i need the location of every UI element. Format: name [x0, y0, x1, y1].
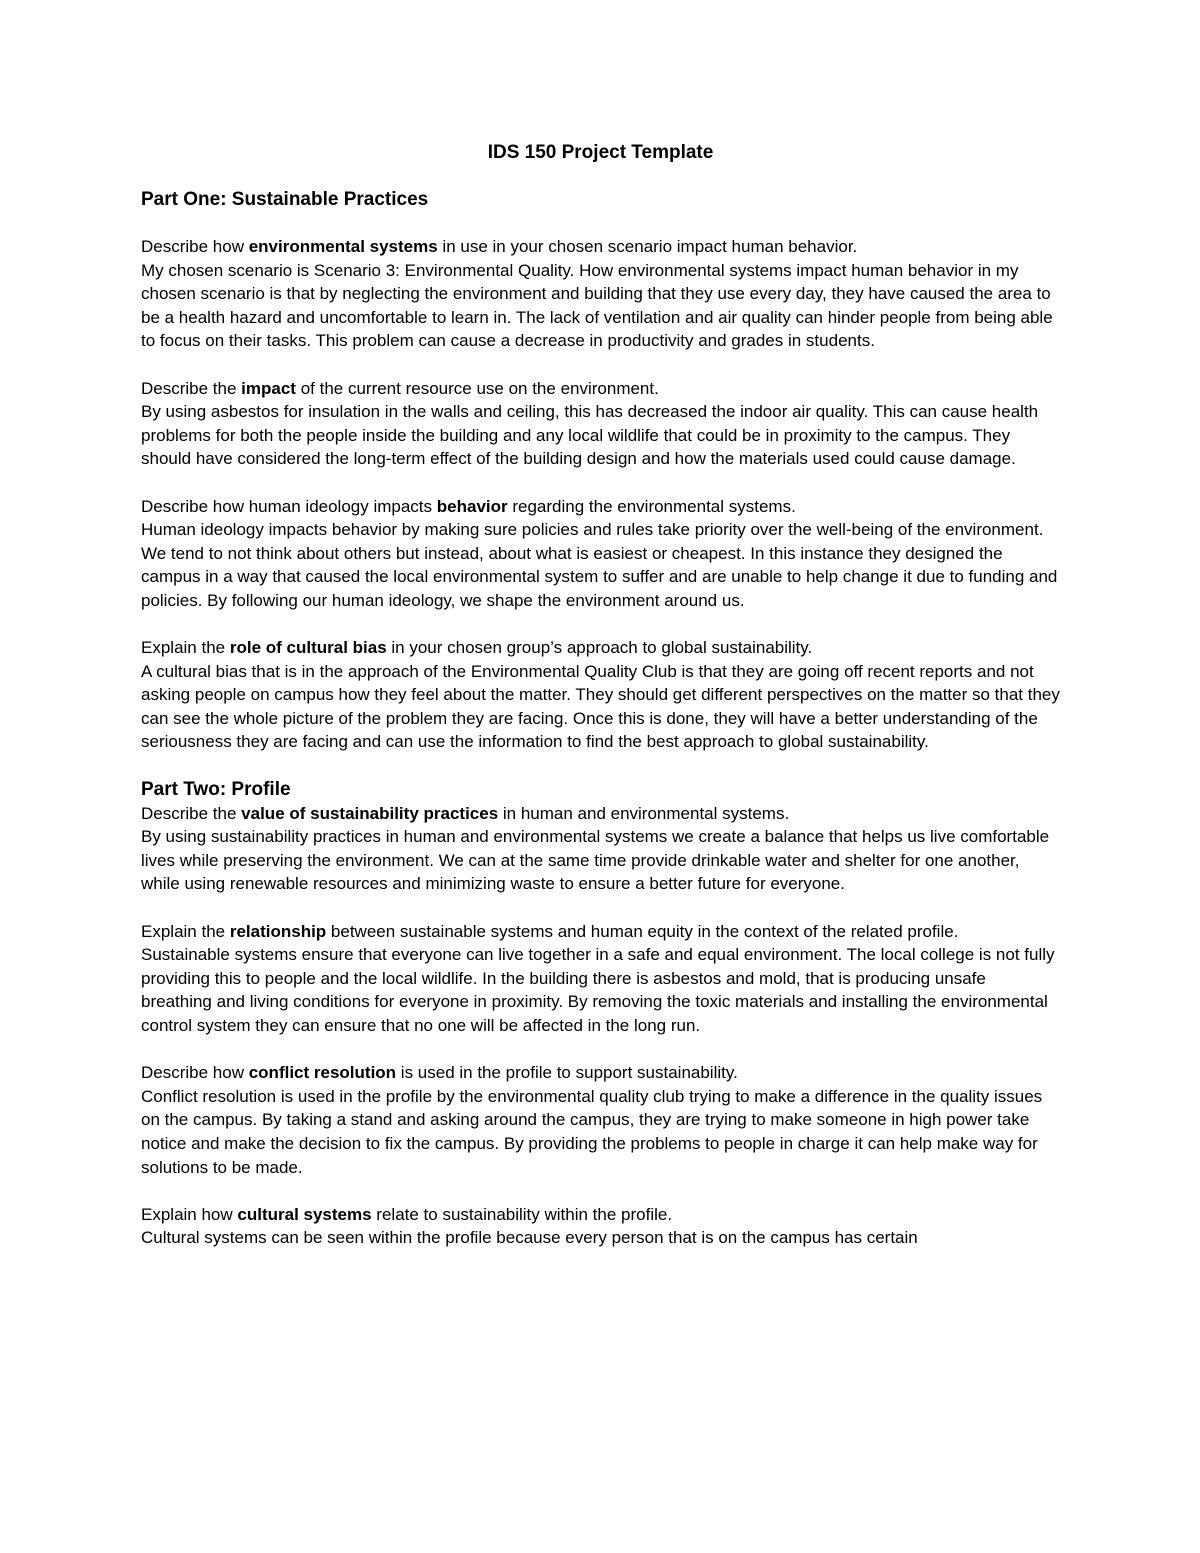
part-one-section-4: [141, 636, 1060, 754]
part-two-section-1: [141, 802, 1060, 896]
answer-text: Sustainable systems ensure that everyone can live together in a safe and equal environment. The local college is not fully providing this to people and the local wildlife. In the building there is asbestos and mold, that is producing unsafe breathing and living conditions for everyone in proximity. By removing the toxic materials and installing the environmental control system they can ensure that no one will be affected in the long run.: [141, 945, 1055, 1035]
question-prompt: Describe how human ideology impacts behavior regarding the environmental systems.: [141, 496, 796, 516]
question-prompt: Explain how cultural systems relate to sustainability within the profile.: [141, 1204, 673, 1224]
question-prompt: Describe the value of sustainability practices in human and environmental systems.: [141, 803, 790, 823]
question-prompt: Describe how environmental systems in use in your chosen scenario impact human behavior.: [141, 237, 858, 256]
answer-text: By using sustainability practices in human and environmental systems we create a balance that helps us live comfortable lives while preserving the environment. We can at the same time provide drinkable water and shelter for one another, while using renewable resources and minimizing waste to ensure a better future for everyone.: [141, 827, 1050, 894]
part-two-heading: Part Two: Profile: [141, 778, 291, 800]
answer-text: Human ideology impacts behavior by making sure policies and rules take priority over the well-being of the environment. We tend to not think about others but instead, about what is easiest or cheapest. In this instance they designed the campus in a way that caused the local environmental system to suffer and are unable to help change it due to funding and policies. By following our human ideology, we shape the environment around us.: [141, 520, 1058, 610]
prompt-keyword: relationship: [229, 921, 327, 941]
prompt-keyword: conflict resolution: [248, 1063, 397, 1083]
prompt-keyword: environmental systems: [248, 237, 438, 256]
question-prompt: Explain the relationship between sustainable systems and human equity in the context of the related profile.: [141, 921, 959, 941]
part-two-section-3: [141, 1061, 1060, 1179]
prompt-keyword: value of sustainability practices: [241, 803, 499, 823]
prompt-keyword: impact: [241, 378, 296, 398]
question-prompt: Explain the role of cultural bias in your chosen group’s approach to global sustainability.: [141, 638, 813, 658]
part-one-section-2: [141, 377, 1060, 471]
answer-text: My chosen scenario is Scenario 3: Environmental Quality. How environmental systems impact human behavior in my chosen scenario is that by neglecting the environment and building that they use every day, they have caused the area to be a health hazard and uncomfortable to learn in. The lack of ventilation and air quality can hinder people from being able to focus on their tasks. This problem can cause a decrease in productivity and grades in students.: [141, 260, 1053, 351]
answer-text: Cultural systems can be seen within the profile because every person that is on the campus has certain: [141, 1228, 918, 1248]
answer-text: By using asbestos for insulation in the walls and ceiling, this has decreased the indoor air quality. This can cause health problems for both the people inside the building and any local wildlife that could be in proximity to the campus. They should have considered the long-term effect of the building design and how the materials used could cause damage.: [141, 402, 1039, 469]
answer-text: A cultural bias that is in the approach of the Environmental Quality Club is that they are going off recent reports and not asking people on campus how they feel about the matter. They should get different perspectives on the matter so that they can see the whole picture of the problem they are facing. Once this is done, they will have a better understanding of the seriousness they are facing and can use the information to find the best approach to global sustainability.: [141, 661, 1060, 752]
question-prompt: Describe the impact of the current resource use on the environment.: [141, 378, 659, 398]
answer-text: Conflict resolution is used in the profile by the environmental quality club trying to make a difference in the quality issues on the campus. By taking a stand and asking around the campus, they are trying to make someone in high power take notice and make the decision to fix the campus. By providing the problems to people in charge it can help make way for solutions to be made.: [141, 1086, 1043, 1177]
part-one-heading: Part One: Sustainable Practices: [141, 189, 429, 210]
prompt-keyword: role of cultural bias: [229, 638, 387, 658]
prompt-keyword: cultural systems: [237, 1204, 372, 1224]
document-title: IDS 150 Project Template: [487, 142, 714, 163]
prompt-keyword: behavior: [436, 496, 508, 516]
part-two-section-4: [141, 1203, 1060, 1250]
part-one-section-1: [141, 235, 1060, 353]
question-prompt: Describe how conflict resolution is used in the profile to support sustainability.: [141, 1063, 738, 1083]
part-one-section-3: [141, 495, 1060, 613]
part-two-section-2: [141, 920, 1060, 1038]
